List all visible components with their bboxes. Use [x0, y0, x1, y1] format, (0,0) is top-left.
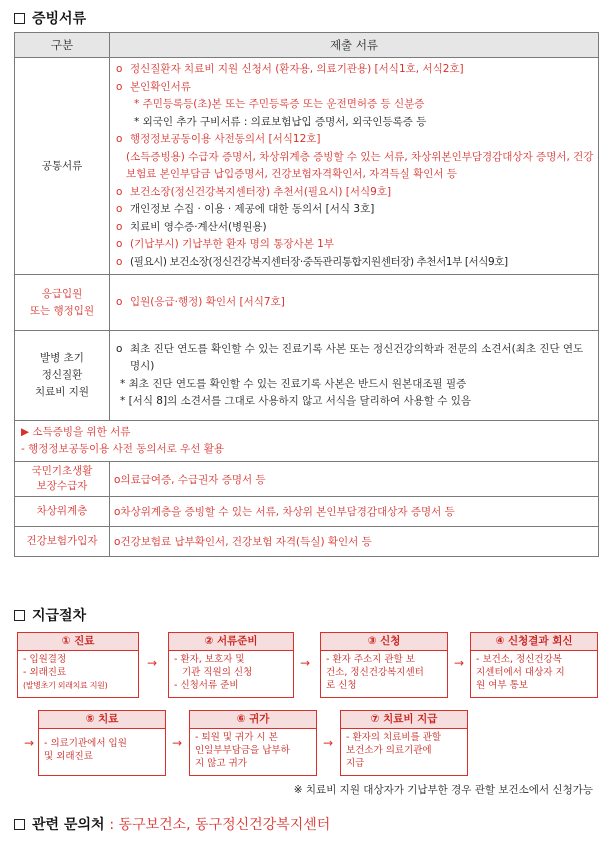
section-title-documents: 증빙서류	[14, 8, 86, 28]
category-common: 공통서류	[15, 58, 110, 275]
flow-step-title: ⑦ 치료비 지급	[341, 711, 467, 729]
flow-step-body: - 입원결정 - 외래진료 (발병초기 외래치료 지원)	[23, 654, 108, 690]
checkbox-square-icon	[14, 610, 25, 621]
row-near-poor	[15, 497, 599, 527]
note-line: * [서식 8]의 소견서를 그대로 사용하지 않고 서식을 달리하여 사용할 수 있음	[120, 395, 471, 407]
table-header-row	[15, 33, 599, 58]
flow-step-body: - 환자, 보호자 및 기관 직원의 신청 - 신청서류 준비	[174, 654, 253, 691]
footnote: ※ 치료비 지원 대상자가 기납부한 경우 관할 보건소에서 신청가능	[293, 784, 593, 796]
common-items	[110, 58, 599, 275]
note-line: * 최초 진단 연도를 확인할 수 있는 진료기록 사본은 반드시 원본대조필 필증	[120, 377, 467, 390]
arrow-right-icon: →	[172, 736, 183, 750]
flow-step-body: - 퇴원 및 귀가 시 본 인일부부담금을 납부하 지 않고 귀가	[195, 732, 290, 769]
flow-step-title: ① 진료	[18, 633, 138, 651]
arrow-right-icon: →	[24, 736, 35, 750]
health-insured-item: o건강보험료 납부확인서, 건강보험 자격(득실) 확인서 등	[110, 527, 599, 557]
arrow-right-icon: →	[323, 736, 334, 750]
row-basic-livelihood	[15, 462, 599, 497]
flow-step-title: ③ 신청	[321, 633, 447, 651]
header-category: 구분	[15, 33, 110, 58]
flow-step-5	[38, 710, 166, 776]
early-onset-items	[110, 331, 599, 421]
flow-step-title: ④ 신청결과 회신	[471, 633, 597, 651]
category-basic-livelihood: 국민기초생활 보장수급자	[15, 462, 110, 497]
flow-step-2	[168, 632, 294, 698]
flow-step-body: - 의료기관에서 입원 및 외래진료	[44, 738, 127, 762]
section-title-contact: 관련 문의처 : 동구보건소, 동구정신건강복지센터	[14, 814, 330, 834]
list-item: o 정신질환자 치료비 지원 신청서 (환자용, 의료기관용) [서식1호, 서식2호]	[116, 63, 464, 75]
list-item: o 보건소장(정신건강복지센터장) 추천서(필요시) [서식9호]	[116, 185, 392, 198]
row-income-proof	[15, 421, 599, 462]
emergency-items	[110, 275, 599, 331]
flow-step-body: - 환자 주소지 관할 보 건소, 정신건강복지센터 로 신청	[326, 654, 424, 691]
checkbox-square-icon	[14, 13, 25, 24]
flow-step-3	[320, 632, 448, 698]
category-emergency: 응급입원 또는 행정입원	[15, 275, 110, 331]
list-item: o (기납부시) 기납부한 환자 명의 통장사본 1부	[116, 238, 334, 250]
list-item: o (필요시) 보건소장(정신건강복지센터장·중독관리통합지원센터장) 추천서1부 [서식9호]	[116, 255, 508, 268]
flow-step-title: ⑤ 치료	[39, 711, 165, 729]
list-item: o 치료비 영수증·계산서(병원용)	[116, 220, 267, 233]
row-early-onset	[15, 331, 599, 421]
near-poor-item: o차상위계층을 증빙할 수 있는 서류, 차상위 본인부담경감대상자 증명서 등	[110, 497, 599, 527]
list-item: o 본인확인서류	[116, 80, 191, 93]
flow-step-title: ② 서류준비	[169, 633, 293, 651]
section-title-payment-procedure: 지급절차	[14, 605, 86, 625]
category-early-onset: 발병 초기 정신질환 치료비 지원	[15, 331, 110, 421]
category-health-insured: 건강보험가입자	[15, 527, 110, 557]
flow-step-title: ⑥ 귀가	[190, 711, 316, 729]
triangle-right-icon: ▶	[21, 426, 30, 438]
list-item-income-docs: (소득증빙용) 수급자 증명서, 차상위계층 증빙할 수 있는 서류, 차상위본인부담경감대상자 증명서, 건강보험료 본인부담금 납입증명서, 건강보험자격확인서, 자격득실 확인서 등	[126, 150, 594, 180]
row-emergency	[15, 275, 599, 331]
flow-step-body: - 보건소, 정신건강복 지센터에서 대상자 지 원 여부 통보	[476, 654, 565, 691]
flow-step-6	[189, 710, 317, 776]
arrow-right-icon: →	[147, 656, 158, 670]
list-item: o 입원(응급·행정) 확인서 [서식7호]	[116, 295, 285, 308]
flow-step-7	[340, 710, 468, 776]
category-near-poor: 차상위계층	[15, 497, 110, 527]
list-item: o 최초 진단 연도를 확인할 수 있는 진료기록 사본 또는 정신건강의학과 전문의 소견서(최초 진단 연도 명시)	[116, 342, 584, 372]
flow-step-1	[17, 632, 139, 698]
income-proof-title: ▶ 소득증빙을 위한 서류	[21, 426, 131, 438]
header-documents: 제출 서류	[110, 33, 599, 58]
row-health-insured	[15, 527, 599, 557]
flow-step-4	[470, 632, 598, 698]
flow-step-body: - 환자의 치료비를 관할 보건소가 의료기관에 지급	[346, 732, 442, 769]
income-proof-note: - 행정정보공동이용 사전 동의서로 우선 활용	[21, 443, 225, 455]
list-item: o 개인정보 수집 · 이용 · 제공에 대한 동의서 [서식 3호]	[116, 203, 375, 215]
income-proof-cell	[15, 421, 599, 462]
list-item: o 행정정보공동이용 사전동의서 [서식12호]	[116, 133, 321, 145]
list-subitem: * 주민등록등(초)본 또는 주민등록증 또는 운전면허증 등 신분증	[134, 98, 425, 110]
arrow-right-icon: →	[454, 656, 465, 670]
list-subitem: * 외국인 추가 구비서류 : 의료보험납입 증명서, 외국인등록증 등	[134, 115, 427, 128]
arrow-right-icon: →	[300, 656, 311, 670]
row-common	[15, 58, 599, 275]
contact-info: : 동구보건소, 동구정신건강복지센터	[109, 817, 331, 833]
basic-livelihood-item: o의료급여증, 수급권자 증명서 등	[110, 462, 599, 497]
checkbox-square-icon	[14, 819, 25, 830]
documents-table	[14, 32, 599, 557]
